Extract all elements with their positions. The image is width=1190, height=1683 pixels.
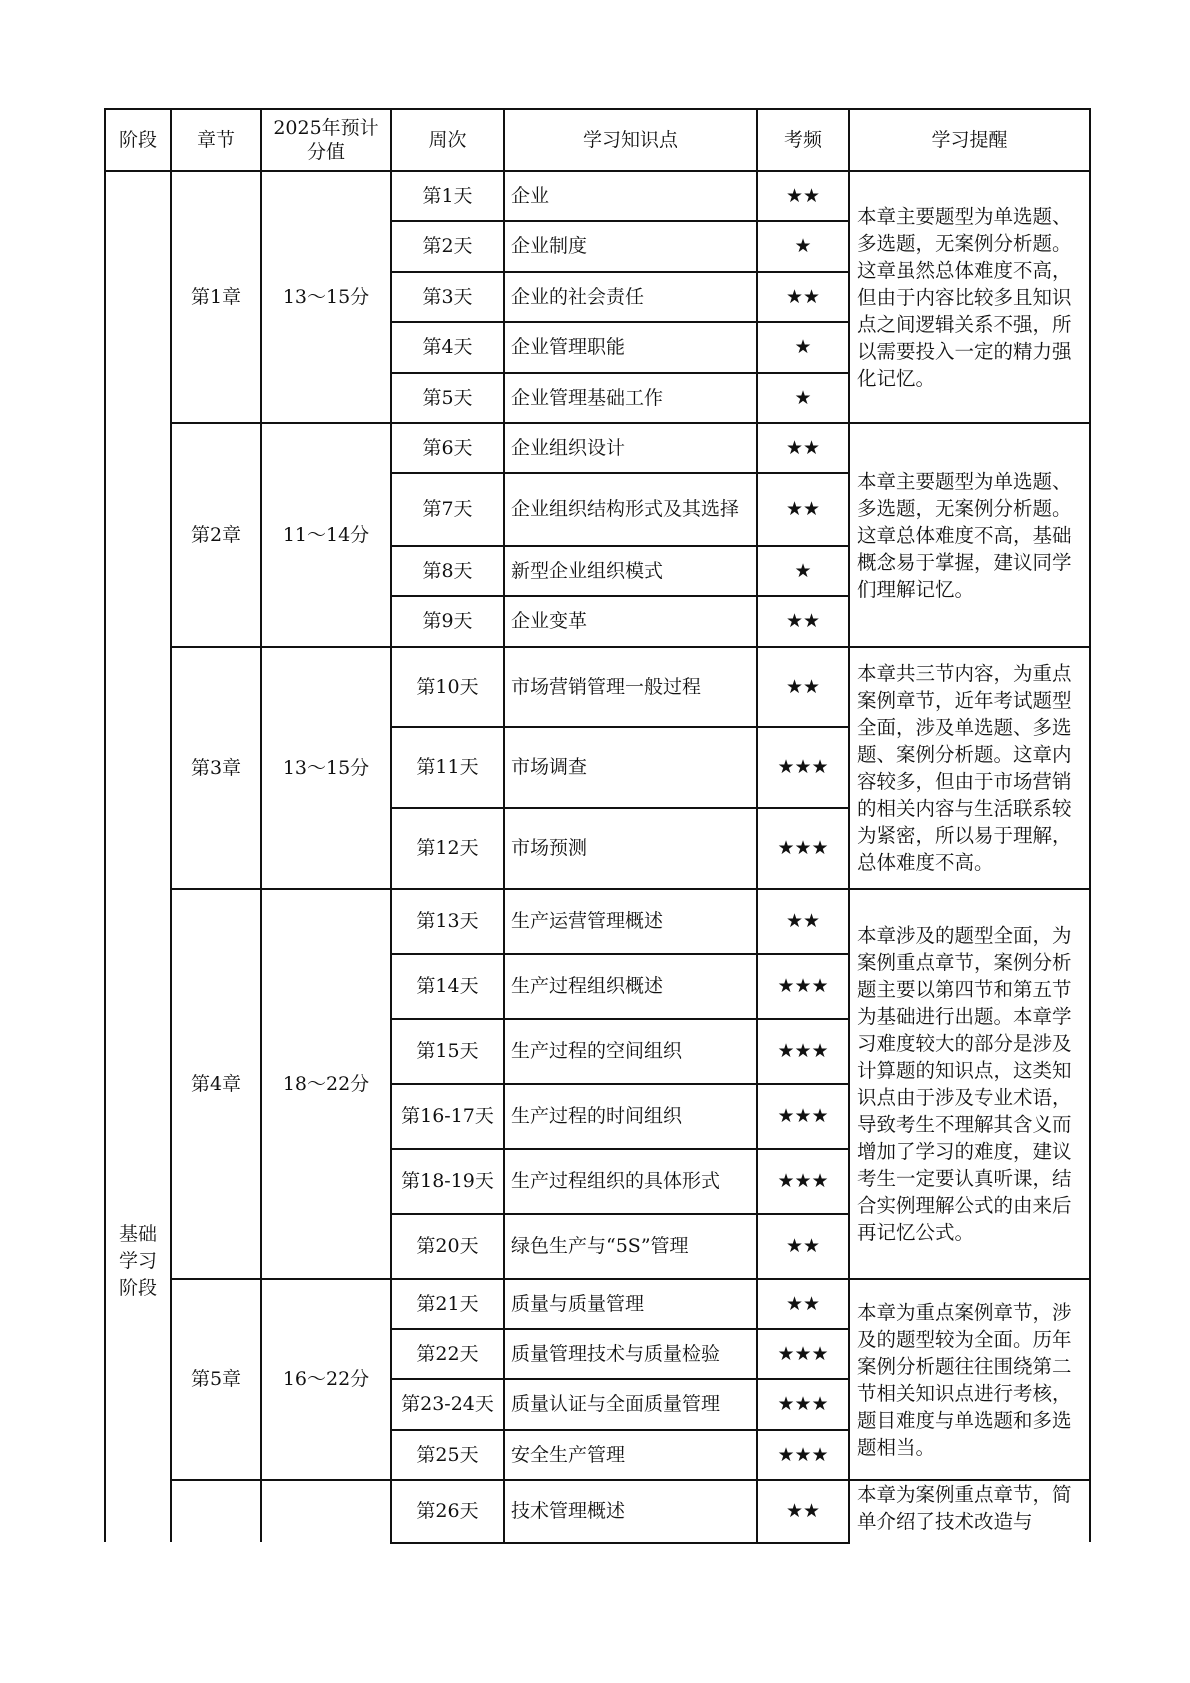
day-cell: 第3天 (422, 285, 473, 308)
chapter-divider (170, 646, 1091, 648)
chapter-score: 13～15分 (282, 285, 370, 308)
study-tip-line: 们理解记忆。 (857, 577, 975, 601)
study-tip-line: 增加了学习的难度，建议 (857, 1140, 1072, 1163)
study-tip (850, 1481, 1089, 1542)
frequency-stars: ★ (794, 386, 812, 409)
topic-cell: 企业组织设计 (511, 436, 626, 459)
row-divider (390, 1378, 850, 1380)
row-divider (390, 271, 850, 273)
topic-cell: 市场营销管理一般过程 (511, 675, 702, 698)
row-divider (390, 1429, 850, 1431)
header-score (262, 110, 390, 170)
frequency-stars: ★★★ (777, 756, 829, 778)
row-divider (390, 1148, 850, 1150)
study-tip-line: 本章主要题型为单选题、 (857, 469, 1072, 493)
study-tip-line: 题、案例分析题。这章内 (857, 743, 1072, 766)
chapter-name: 第2章 (190, 523, 242, 546)
stage-label-line: 基础 (118, 1223, 157, 1245)
study-tip-line: 多选题，无案例分析题。 (857, 231, 1072, 255)
row-divider (390, 372, 850, 374)
topic-cell: 质量管理技术与质量检验 (511, 1342, 721, 1365)
day-cell: 第10天 (416, 675, 479, 698)
topic-cell: 企业 (511, 184, 550, 207)
header-bottom-border (104, 170, 1091, 172)
frequency-stars: ★ (794, 336, 812, 358)
study-tip-line: 化记忆。 (857, 366, 936, 390)
study-tip-line: 题主要以第四节和第五节 (857, 978, 1072, 1001)
study-tip (850, 424, 1089, 646)
study-tip-line: 本章主要题型为单选题、 (857, 204, 1072, 228)
topic-cell: 企业的社会责任 (511, 285, 645, 308)
row-divider (390, 726, 850, 728)
study-tip-line: 节相关知识点进行考核， (857, 1381, 1072, 1405)
chapter-name (172, 1481, 260, 1542)
study-tip (850, 1280, 1089, 1479)
frequency-stars: ★★ (785, 675, 821, 698)
chapter-divider (170, 1278, 1091, 1280)
topic-cell: 企业组织结构形式及其选择 (511, 498, 740, 520)
frequency-stars: ★★★ (777, 1342, 829, 1365)
study-tip-line: 总体难度不高。 (857, 851, 994, 874)
header-score-line1: 2025年预计 (273, 117, 379, 139)
day-cell: 第25天 (416, 1443, 479, 1466)
frequency-stars: ★★★ (777, 1393, 829, 1415)
study-tip-line: 为基础进行出题。本章学 (857, 1005, 1072, 1028)
study-tip-line: 及的题型较为全面。历年 (857, 1327, 1072, 1351)
day-cell: 第13天 (416, 910, 479, 932)
column-line-3 (390, 108, 392, 1542)
row-divider (390, 953, 850, 955)
last-row-bottom (390, 1542, 850, 1544)
study-tip-line: 案例重点章节，案例分析 (857, 951, 1072, 974)
column-line-5 (756, 108, 758, 1542)
frequency-stars: ★★★ (777, 975, 829, 997)
day-cell: 第8天 (422, 559, 473, 582)
study-tip-line: 概念易于掌握，建议同学 (857, 550, 1072, 574)
day-cell: 第16-17天 (401, 1105, 494, 1127)
study-tip-line: 这章虽然总体难度不高， (857, 258, 1072, 282)
day-cell: 第5天 (422, 386, 473, 409)
day-cell: 第15天 (416, 1040, 479, 1062)
frequency-stars: ★★ (785, 436, 821, 459)
frequency-stars: ★★★ (777, 837, 829, 859)
day-cell: 第2天 (422, 235, 473, 257)
stage-label-line: 学习 (118, 1250, 157, 1272)
frequency-stars: ★★★ (777, 1443, 829, 1466)
row-divider (390, 1213, 850, 1215)
table-top-border (104, 108, 1091, 110)
header-freq: 考频 (783, 128, 822, 151)
topic-cell: 生产过程组织概述 (511, 975, 664, 997)
study-tip-line: 本章为重点案例章节，涉 (857, 1300, 1072, 1324)
study-tip-line: 本章共三节内容，为重点 (857, 662, 1072, 685)
day-cell: 第1天 (422, 184, 473, 207)
topic-cell: 企业变革 (511, 610, 588, 632)
frequency-stars: ★ (794, 559, 812, 582)
frequency-stars: ★★★ (777, 1040, 829, 1062)
study-tip-line: 为紧密，所以易于理解， (857, 824, 1072, 847)
frequency-stars: ★★★ (777, 1170, 829, 1192)
study-tip-line: 的相关内容与生活联系较 (857, 797, 1072, 820)
study-tip-line: 本章涉及的题型全面，为 (857, 924, 1072, 947)
chapter-score: 16～22分 (282, 1368, 370, 1390)
study-tip-line: 多选题，无案例分析题。 (857, 496, 1072, 520)
study-tip-line: 全面，涉及单选题、多选 (857, 716, 1072, 739)
topic-cell: 绿色生产与“5S”管理 (511, 1235, 689, 1257)
day-cell: 第14天 (416, 975, 479, 997)
column-line-7 (1089, 108, 1091, 1542)
topic-cell: 市场调查 (511, 756, 588, 778)
row-divider (390, 220, 850, 222)
day-cell: 第18-19天 (401, 1170, 494, 1192)
study-tip-line: 以需要投入一定的精力强 (857, 339, 1072, 363)
frequency-stars: ★★ (785, 285, 821, 308)
row-divider (390, 1328, 850, 1330)
chapter-name: 第3章 (190, 756, 242, 779)
header-stage: 阶段 (118, 128, 157, 151)
topic-cell: 企业管理职能 (511, 336, 626, 358)
frequency-stars: ★★ (785, 1500, 821, 1522)
study-tip-line: 题目难度与单选题和多选 (857, 1408, 1072, 1432)
chapter-score (262, 1481, 390, 1542)
topic-cell: 企业管理基础工作 (511, 386, 664, 409)
topic-cell: 安全生产管理 (511, 1443, 626, 1466)
day-cell: 第23-24天 (401, 1393, 494, 1415)
study-tip-line: 点之间逻辑关系不强，所 (857, 312, 1072, 336)
day-cell: 第21天 (416, 1292, 479, 1315)
frequency-stars: ★★★ (777, 1105, 829, 1127)
frequency-stars: ★★ (785, 910, 821, 932)
row-divider (390, 321, 850, 323)
day-cell: 第26天 (416, 1500, 479, 1522)
header-tip: 学习提醒 (931, 128, 1008, 151)
study-tip (850, 890, 1089, 1278)
stage-label (106, 172, 170, 1542)
study-tip-line: 考生一定要认真听课，结 (857, 1167, 1072, 1190)
row-divider (390, 807, 850, 809)
study-tip-line: 习难度较大的部分是涉及 (857, 1032, 1072, 1055)
study-tip-line: 导致考生不理解其含义而 (857, 1113, 1072, 1136)
column-line-6 (848, 108, 850, 1542)
frequency-stars: ★ (794, 235, 812, 257)
chapter-name: 第4章 (190, 1072, 242, 1095)
topic-cell: 新型企业组织模式 (511, 559, 664, 582)
stage-label-line: 阶段 (118, 1277, 157, 1299)
chapter-divider (170, 888, 1091, 890)
chapter-name: 第1章 (190, 285, 242, 308)
row-divider (390, 595, 850, 597)
study-tip-line: 单介绍了技术改造与 (857, 1510, 1033, 1533)
frequency-stars: ★★ (785, 498, 821, 520)
day-cell: 第6天 (422, 436, 473, 459)
topic-cell: 企业制度 (511, 235, 588, 257)
topic-cell: 市场预测 (511, 837, 588, 859)
row-divider (390, 545, 850, 547)
day-cell: 第9天 (422, 610, 473, 632)
chapter-score: 11～14分 (282, 523, 370, 546)
study-tip-line: 再记忆公式。 (857, 1221, 975, 1244)
chapter-score: 18～22分 (282, 1072, 370, 1095)
day-cell: 第4天 (422, 336, 473, 358)
frequency-stars: ★★ (785, 184, 821, 207)
header-chapter: 章节 (196, 128, 235, 151)
frequency-stars: ★★ (785, 610, 821, 632)
study-tip-line: 合实例理解公式的由来后 (857, 1194, 1072, 1217)
study-tip-line: 这章总体难度不高，基础 (857, 523, 1072, 547)
chapter-score: 13～15分 (282, 756, 370, 779)
topic-cell: 生产过程的空间组织 (511, 1040, 683, 1062)
day-cell: 第11天 (416, 756, 479, 778)
header-topic: 学习知识点 (582, 128, 678, 151)
day-cell: 第12天 (416, 837, 479, 859)
column-line-2 (260, 108, 262, 1542)
study-tip-line: 案例分析题往往围绕第二 (857, 1354, 1072, 1378)
column-line-0 (104, 108, 106, 1542)
study-tip-line: 本章为案例重点章节，简 (857, 1483, 1072, 1506)
header-week: 周次 (428, 128, 467, 151)
study-tip-line: 计算题的知识点，这类知 (857, 1059, 1072, 1082)
study-tip (850, 648, 1089, 888)
chapter-divider (170, 422, 1091, 424)
study-tip-line: 识点由于涉及专业术语， (857, 1086, 1072, 1109)
topic-cell: 质量认证与全面质量管理 (511, 1393, 721, 1415)
row-divider (390, 472, 850, 474)
frequency-stars: ★★ (785, 1292, 821, 1315)
chapter-divider (170, 1479, 1091, 1481)
topic-cell: 生产过程的时间组织 (511, 1105, 683, 1127)
column-line-1 (170, 108, 172, 1542)
header-score-line2: 分值 (306, 141, 345, 163)
column-line-4 (503, 108, 505, 1542)
study-tip-line: 容较多，但由于市场营销 (857, 770, 1072, 793)
study-tip-line: 题相当。 (857, 1435, 936, 1459)
day-cell: 第7天 (422, 498, 473, 520)
study-tip-line: 但由于内容比较多且知识 (857, 285, 1072, 309)
topic-cell: 生产运营管理概述 (511, 910, 664, 932)
topic-cell: 生产过程组织的具体形式 (511, 1170, 721, 1192)
topic-cell: 质量与质量管理 (511, 1292, 645, 1315)
study-tip (850, 172, 1089, 422)
day-cell: 第22天 (416, 1342, 479, 1365)
day-cell: 第20天 (416, 1235, 479, 1257)
topic-cell: 技术管理概述 (511, 1500, 626, 1522)
study-tip-line: 案例章节，近年考试题型 (857, 689, 1072, 712)
row-divider (390, 1018, 850, 1020)
frequency-stars: ★★ (785, 1235, 821, 1257)
row-divider (390, 1083, 850, 1085)
chapter-name: 第5章 (190, 1368, 242, 1390)
